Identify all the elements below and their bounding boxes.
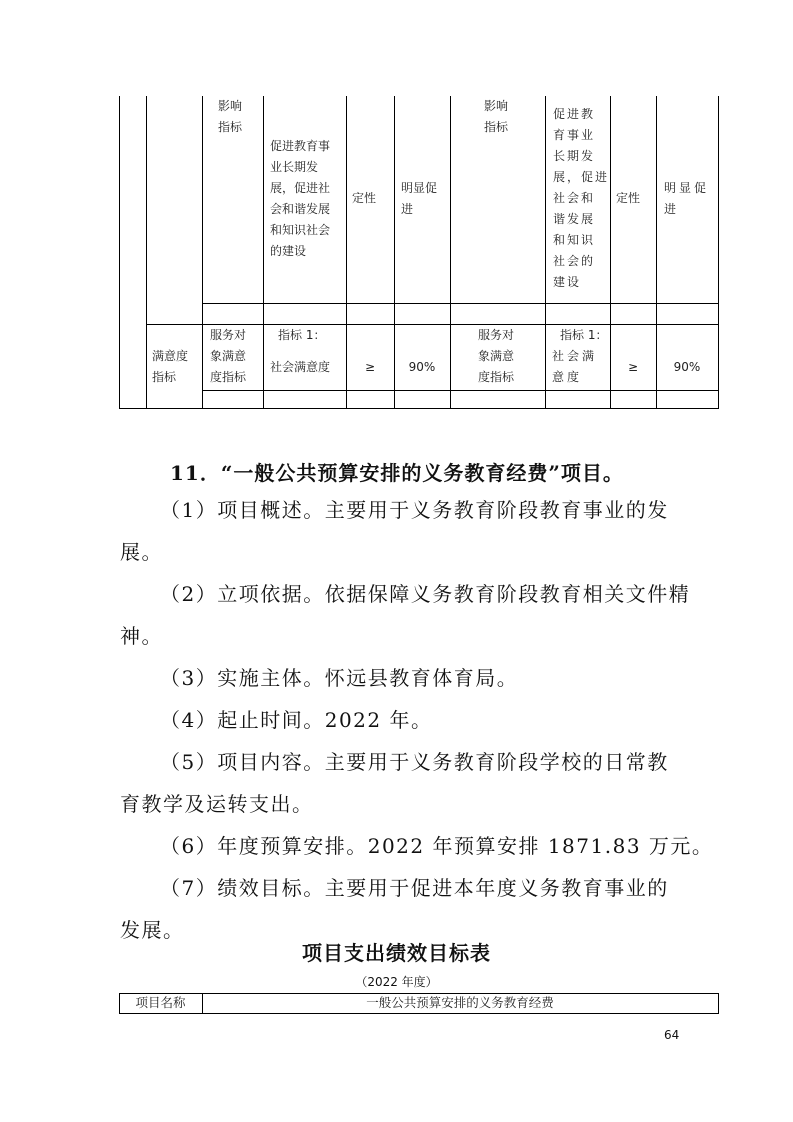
service-satisfaction-label: 服务对 象满意 度指标 (210, 328, 247, 384)
indicator-name: 社会满意度 (270, 360, 331, 374)
table-title: 项目支出绩效目标表 (302, 941, 491, 965)
body-line: 展。 (120, 540, 163, 564)
page-number: 64 (664, 1028, 680, 1042)
target-value: 90% (408, 360, 436, 374)
project-name-value: 一般公共预算安排的义务教育经费 (366, 995, 554, 1010)
body-line: （6）年度预算安排。2022 年预算安排 1871.83 万元。 (160, 834, 714, 858)
satisfaction-indicator-label: 满意度 指标 (152, 349, 189, 384)
service-satisfaction-label-right: 服务对 象满意 度指标 (478, 328, 515, 384)
impact-indicator-description-right: 促进教 育事业 长期发 展，促进 社会和 谐发展 和知识 社会的 建设 (553, 107, 610, 289)
body-line: （4）起止时间。2022 年。 (160, 708, 433, 732)
target-value-right: 90% (673, 360, 701, 374)
table-year: （2022 年度） (355, 975, 438, 989)
body-line: 神。 (120, 624, 163, 648)
body-line: 育教学及运转支出。 (120, 792, 314, 816)
body-line: （1）项目概述。主要用于义务教育阶段教育事业的发 (160, 498, 669, 522)
body-line: （7）绩效目标。主要用于促进本年度义务教育事业的 (160, 876, 669, 900)
body-line: （3）实施主体。怀远县教育体育局。 (160, 666, 519, 690)
indicator-number-label: 指标 1： (278, 328, 326, 342)
impact-indicator-value-right: 明显促 进 (664, 181, 710, 216)
comparator-right: ≥ (627, 360, 639, 374)
impact-indicator-description: 促进教育事 业长期发 展，促进社 会和谐发展 和知识社会 的建设 (270, 139, 331, 258)
project-name-label: 项目名称 (135, 995, 186, 1010)
impact-indicator-label: 影响 指标 (218, 99, 243, 134)
body-line: （5）项目内容。主要用于义务教育阶段学校的日常教 (160, 750, 669, 774)
body-line: 发展。 (120, 918, 185, 942)
indicator-name-right: 社会满 意度 (552, 349, 598, 384)
indicator-number-label-right: 指标 1： (560, 328, 608, 342)
impact-indicator-type-right: 定性 (616, 191, 641, 205)
impact-indicator-value: 明显促 进 (401, 181, 438, 216)
impact-indicator-label-right: 影响 指标 (484, 99, 509, 134)
body-line: （2）立项依据。依据保障义务教育阶段教育相关文件精 (160, 582, 691, 606)
section-heading: 11．“一般公共预算安排的义务教育经费”项目。 (170, 461, 624, 485)
comparator: ≥ (364, 360, 376, 374)
impact-indicator-type: 定性 (352, 191, 377, 205)
